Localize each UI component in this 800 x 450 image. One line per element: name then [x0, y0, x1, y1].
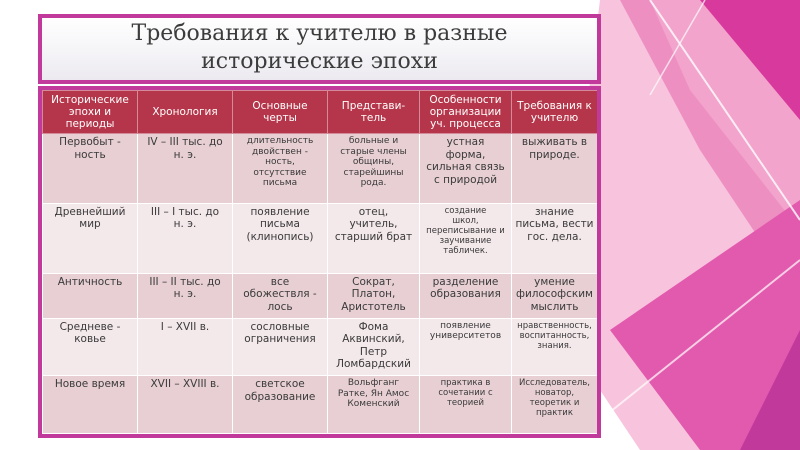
- table-row: [43, 318, 598, 376]
- header-features: Основные черты: [233, 91, 328, 134]
- cell-representative: Фома Аквинский, Петр Ломбардский: [328, 318, 420, 376]
- header-chronology: Хронология: [138, 91, 233, 134]
- cell-process: разделение образования: [420, 273, 512, 318]
- cell-representative: Вольфганг Ратке, Ян Амос Коменский: [328, 376, 420, 434]
- cell-features: сословные ограничения: [233, 318, 328, 376]
- table-row: [43, 273, 598, 318]
- cell-process: появление университетов: [420, 318, 512, 376]
- cell-chronology: III – I тыс. до н. э.: [138, 203, 233, 273]
- header-epoch: Исторические эпохи и периоды: [43, 91, 138, 134]
- cell-chronology: XVII – XVIII в.: [138, 376, 233, 434]
- cell-process: практика в сочетании с теорией: [420, 376, 512, 434]
- header-representative: Представи- тель: [328, 91, 420, 134]
- cell-features: длительность двойствен - ность, отсутствие письма: [233, 134, 328, 204]
- table-row: [43, 134, 598, 204]
- cell-requirements: умение философским мыслить: [512, 273, 598, 318]
- cell-features: все обожествля - лось: [233, 273, 328, 318]
- cell-epoch: Средневе - ковье: [43, 318, 138, 376]
- cell-chronology: I – XVII в.: [138, 318, 233, 376]
- slide-title-line-1: Требования к учителю в разные: [131, 21, 508, 46]
- cell-representative: Сократ, Платон, Аристотель: [328, 273, 420, 318]
- header-process: Особенности организации уч. процесса: [420, 91, 512, 134]
- cell-process: создание школ, переписывание и заучивание табличек.: [420, 203, 512, 273]
- cell-chronology: III – II тыс. до н. э.: [138, 273, 233, 318]
- cell-epoch: Античность: [43, 273, 138, 318]
- cell-requirements: Исследователь, новатор, теоретик и практик: [512, 376, 598, 434]
- cell-features: появление письма (клинопись): [233, 203, 328, 273]
- cell-representative: отец, учитель, старший брат: [328, 203, 420, 273]
- cell-requirements: нравственность, воспитанность, знания.: [512, 318, 598, 376]
- cell-process: устная форма, сильная связь с природой: [420, 134, 512, 204]
- table-row: [43, 376, 598, 434]
- cell-epoch: Новое время: [43, 376, 138, 434]
- epochs-table-frame: [38, 86, 601, 438]
- cell-chronology: IV – III тыс. до н. э.: [138, 134, 233, 204]
- cell-requirements: выживать в природе.: [512, 134, 598, 204]
- table-header-row: [43, 91, 598, 134]
- cell-features: светское образование: [233, 376, 328, 434]
- cell-epoch: Первобыт - ность: [43, 134, 138, 204]
- header-requirements: Требования к учителю: [512, 91, 598, 134]
- table-row: [43, 203, 598, 273]
- epochs-table: [42, 90, 598, 434]
- slide-title: [40, 20, 599, 76]
- cell-representative: больные и старые члены общины, старейшины рода.: [328, 134, 420, 204]
- cell-epoch: Древнейший мир: [43, 203, 138, 273]
- slide-title-line-2: исторические эпохи: [201, 49, 438, 74]
- cell-requirements: знание письма, вести гос. дела.: [512, 203, 598, 273]
